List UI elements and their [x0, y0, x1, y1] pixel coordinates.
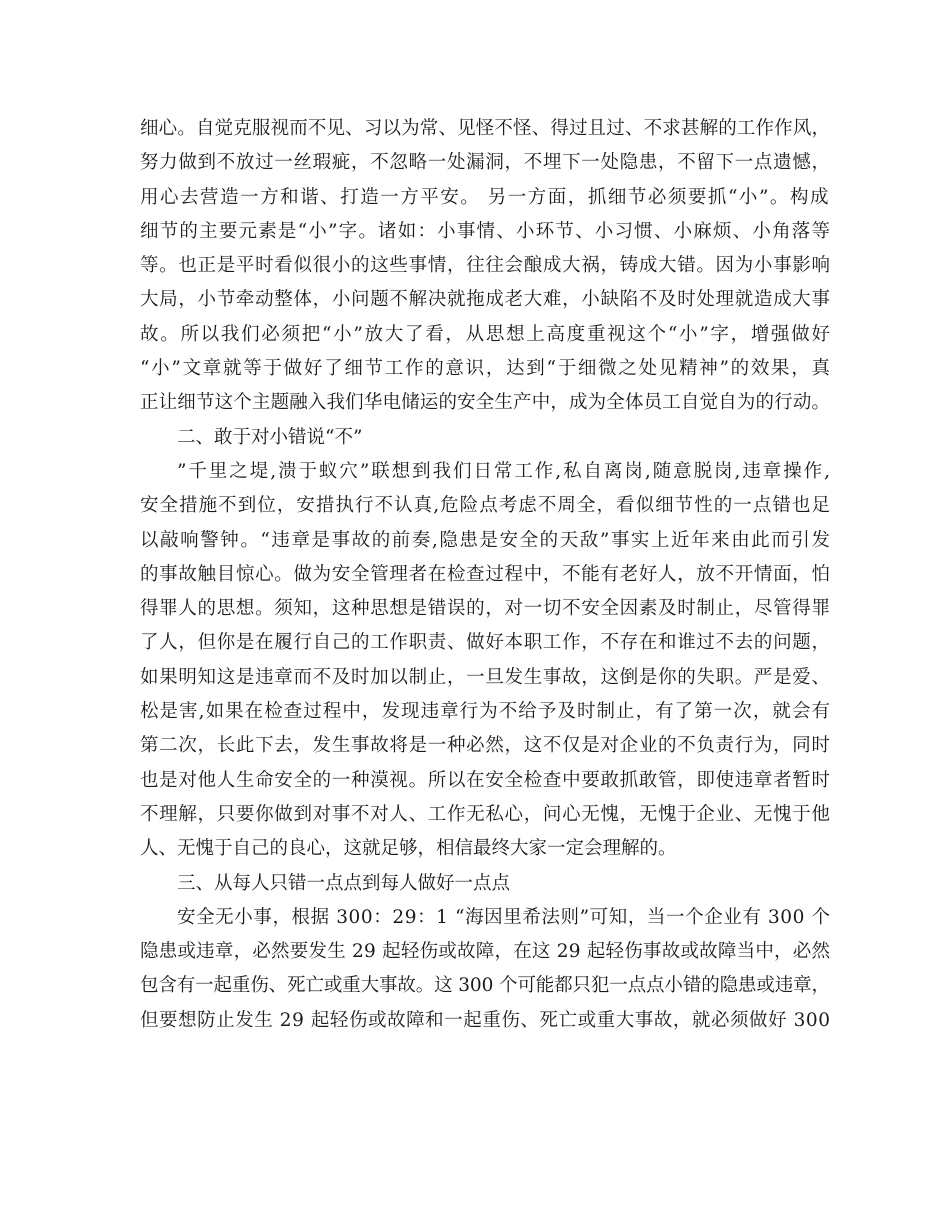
text-line: 安全无小事，根据 300：29：1 “海因里希法则”可知，当一个企业有 300 个 [177, 906, 831, 928]
text-line: 故。所以我们必须把“小”放大了看，从思想上高度重视这个“小”字，增强做好 [140, 323, 832, 345]
text-line: 细节的主要元素是“小”字。诸如：小事情、小环节、小习惯、小麻烦、小角落等 [140, 220, 832, 242]
text-line: 隐患或违章，必然要发生 29 起轻伤或故障，在这 29 起轻伤事故或故障当中，必然 [140, 941, 831, 963]
text-line: 松是害,如果在检查过程中，发现违章行为不给予及时制止，有了第一次，就会有 [140, 701, 832, 723]
text-line: 大局，小节牵动整体，小问题不解决就拖成老大难，小缺陷不及时处理就造成大事 [140, 289, 831, 311]
text-line: 等。也正是平时看似很小的这些事情，往往会酿成大祸，铸成大错。因为小事影响 [140, 255, 831, 277]
text-line: “小”文章就等于做好了细节工作的意识，达到“于细微之处见精神”的效果，真 [140, 358, 832, 380]
text-line: 安全措施不到位，安措执行不认真,危险点考虑不周全，看似细节性的一点错也足 [140, 495, 832, 517]
text-line: 第二次，长此下去，发生事故将是一种必然，这不仅是对企业的不负责行为，同时 [140, 735, 831, 757]
text-line: 不理解，只要你做到对事不对人、工作无私心，问心无愧，无愧于企业、无愧于他 [140, 803, 831, 825]
text-line: ”千里之堤,溃于蚁穴”联想到我们日常工作,私自离岗,随意脱岗,违章操作, [177, 460, 832, 482]
text-line: 包含有一起重伤、死亡或重大事故。这 300 个可能都只犯一点点小错的隐患或违章， [140, 975, 830, 997]
text-line: 得罪人的思想。须知，这种思想是错误的，对一切不安全因素及时制止，尽管得罪 [140, 598, 831, 620]
text-line: 细心。自觉克服视而不见、习以为常、见怪不怪、得过且过、不求甚解的工作作风， [140, 118, 831, 139]
text-line: 二、敢于对小错说“不” [177, 426, 363, 448]
text-line: 以敲响警钟。“违章是事故的前奏,隐患是安全的天敌”事实上近年来由此而引发 [140, 529, 832, 551]
text-line: 但要想防止发生 29 起轻伤或故障和一起重伤、死亡或重大事故，就必须做好 300 [140, 1009, 831, 1031]
text-line: 也是对他人生命安全的一种漠视。所以在安全检查中要敢抓敢管，即使违章者暂时 [140, 769, 831, 791]
document-body [140, 112, 830, 1038]
text-line: 如果明知这是违章而不及时加以制止，一旦发生事故，这倒是你的失职。严是爱、 [140, 666, 831, 688]
text-line: 人、无愧于自己的良心，这就足够，相信最终大家一定会理解的。 [140, 838, 677, 860]
text-line: 用心去营造一方和谐、打造一方平安。 另一方面，抓细节必须要抓“小”。构成 [140, 186, 830, 208]
text-line: 三、从每人只错一点点到每人做好一点点 [177, 872, 511, 894]
text-line: 努力做到不放过一丝瑕疵，不忽略一处漏洞，不埋下一处隐患，不留下一点遗憾， [140, 152, 831, 174]
text-line: 的事故触目惊心。做为安全管理者在检查过程中，不能有老好人，放不开情面，怕 [140, 563, 831, 585]
text-line: 正让细节这个主题融入我们华电储运的安全生产中，成为全体员工自觉自为的行动。 [140, 392, 831, 414]
text-line: 了人，但你是在履行自己的工作职责、做好本职工作，不存在和谁过不去的问题， [140, 632, 831, 654]
